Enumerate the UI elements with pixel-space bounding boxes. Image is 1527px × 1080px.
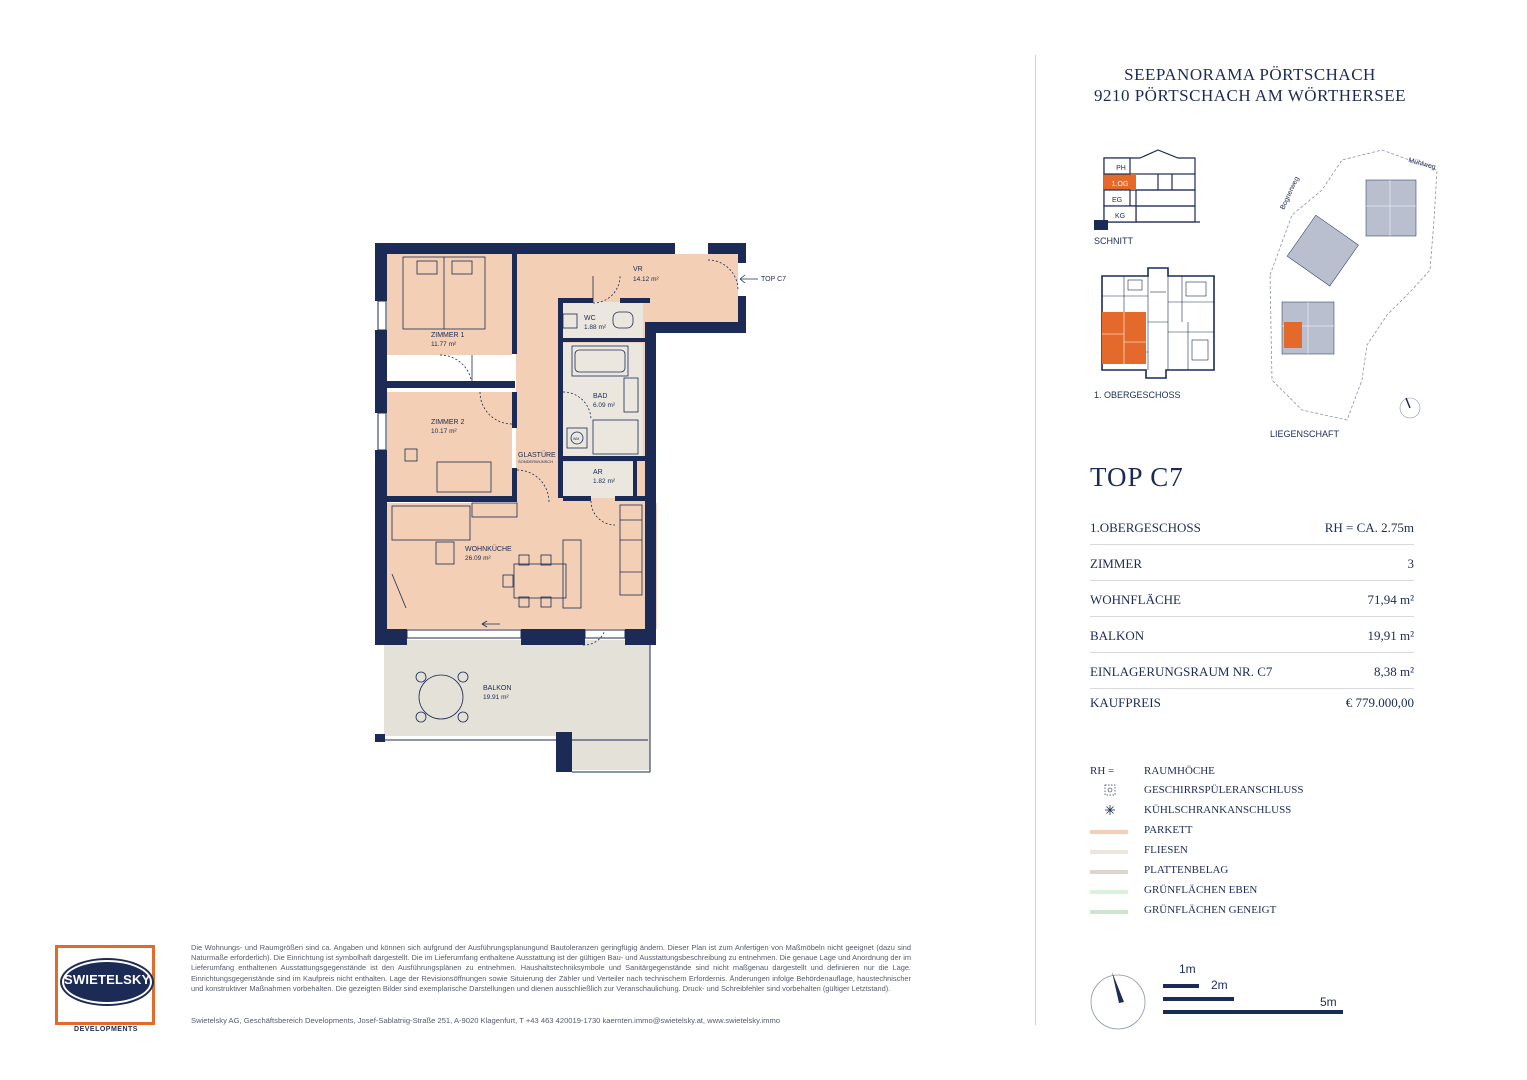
floorplan-label: 1. OBERGESCHOSS (1094, 390, 1181, 400)
info-row-storage (1090, 654, 1414, 689)
gruen-eben-swatch (1090, 890, 1128, 894)
info-value: 71,94 m² (1367, 592, 1414, 607)
info-key: EINLAGERUNGSRAUM NR. C7 (1090, 664, 1273, 679)
info-row-balcony (1090, 618, 1414, 653)
company-logo (55, 945, 155, 1025)
section-floor-ph: PH (1116, 165, 1126, 172)
info-row-price (1090, 685, 1414, 719)
section-floor-kg: KG (1114, 213, 1126, 220)
divider-line (1035, 55, 1036, 1025)
plattenbelag-swatch (1090, 870, 1128, 874)
north-arrow-icon (1088, 966, 1150, 1034)
info-key: ZIMMER (1090, 556, 1142, 571)
scale-label-2m: 2m (1211, 978, 1228, 992)
project-name: SEEPANORAMA PÖRTSCHACH (1124, 65, 1376, 84)
room-name-ar: AR (593, 469, 603, 476)
legend-label: PLATTENBELAG (1144, 864, 1229, 876)
fliesen-floor (563, 302, 643, 498)
legend-label: GRÜNFLÄCHEN GENEIGT (1144, 904, 1277, 916)
glass-door-note: SONDERWUNSCH (518, 459, 554, 464)
room-name-vr: VR (633, 266, 643, 273)
fridge-icon (1090, 804, 1130, 816)
section-label: SCHNITT (1094, 236, 1133, 246)
info-value: 8,38 m² (1373, 664, 1414, 679)
info-key: KAUFPREIS (1090, 695, 1161, 710)
gruen-geneigt-swatch (1090, 910, 1128, 914)
legend-label: GRÜNFLÄCHEN EBEN (1144, 884, 1258, 896)
logo-wordmark: SWIETELSKY (64, 972, 151, 987)
info-value: RH = CA. 2.75m (1324, 520, 1414, 535)
floorplan-thumbnail (1088, 262, 1228, 384)
scale-label-5m: 5m (1320, 995, 1337, 1009)
room-area-bad: 6.09 m² (593, 402, 616, 409)
info-value: 19,91 m² (1367, 628, 1414, 643)
fliesen-swatch (1090, 850, 1128, 854)
balcony-floor (384, 640, 650, 736)
street-muehlweg: Mühlweg (1407, 157, 1437, 172)
room-area-vr: 14.12 m² (633, 276, 659, 283)
washer-label: WM (573, 437, 580, 441)
logo-subline: DEVELOPMENTS (74, 1026, 138, 1033)
site-thumbnail (1262, 140, 1452, 430)
legend-symbol: RH = (1090, 765, 1115, 777)
room-area-balkon: 19.91 m² (483, 694, 509, 701)
legend-label: PARKETT (1144, 824, 1193, 836)
info-key: 1.OBERGESCHOSS (1090, 520, 1201, 535)
room-name-zimmer1: ZIMMER 1 (431, 332, 465, 339)
section-floor-1og: 1.OG (1111, 181, 1129, 188)
room-name-zimmer2: ZIMMER 2 (431, 419, 465, 426)
room-area-ar: 1.82 m² (593, 478, 616, 485)
disclaimer-text: Die Wohnungs- und Raumgrößen sind ca. Angaben und können sich aufgrund der Ausführungsplanungund Bautoleranzen geringfügig ändern. Dieser Plan ist zum Anfertigen von Maßmöbeln nicht geeignet (dazu sind Naturmaße erforderlich). Die Einrichtung ist symbolhaft dargestellt. Die im Lieferumfang enthaltene Ausstattung ist der gültigen Bau- und Ausstattungsbeschreibung zu entnehmen. Die genaue Lage und Anordnung der im Lieferumfang enthaltenen Ausstattungsgegenstände ist den Ausführungsplänen zu entnehmen. Haushaltstechniksymbole und Sanitärgegenstände sind nicht maßgenau dargestellt und definieren nur die Lage. Einrichtungsgegenstände sind im Kaufpreis nicht enthalten. Lage der Revisionsöffnungen sowie Situierung der Zähler und Verteiler nach technischem Erfordernis. Änderungen infolge Behördenauflage, haustechnischer und konstruktiver Maßnahmen vorbehalten. Die gezeigten Bilder sind exemplarische Darstellungen und dienen ausschließlich zur Veranschaulichung. Druck- und Schreibfehler sind vorbehalten (gültiger Letztstand). (191, 943, 911, 993)
room-name-wohnkueche: WOHNKÜCHE (465, 546, 512, 553)
legend-label: FLIESEN (1144, 844, 1188, 856)
legend-label: RAUMHÖCHE (1144, 765, 1215, 777)
floor-plan (0, 0, 800, 800)
dishwasher-icon (1090, 784, 1130, 796)
room-name-balkon: BALKON (483, 685, 512, 692)
room-area-zimmer1: 11.77 m² (431, 341, 457, 348)
entrance-label: TOP C7 (761, 276, 787, 283)
scale-label-1m: 1m (1179, 962, 1196, 976)
info-row-living-area (1090, 582, 1414, 617)
unit-title: TOP C7 (1090, 462, 1184, 492)
room-name-wc: WC (584, 315, 596, 322)
site-label: LIEGENSCHAFT (1270, 429, 1340, 439)
logo-oval (62, 960, 152, 1004)
legend-label: GESCHIRRSPÜLERANSCHLUSS (1144, 784, 1304, 796)
room-area-wohnkueche: 26.09 m² (465, 555, 491, 562)
room-name-bad: BAD (593, 393, 608, 400)
legend-label: KÜHLSCHRANKANSCHLUSS (1144, 804, 1292, 816)
glass-door-label: GLASTÜRE (518, 452, 556, 459)
info-key: WOHNFLÄCHE (1090, 592, 1181, 607)
room-area-wc: 1.88 m² (584, 324, 607, 331)
street-bognerweg: Bognerweg (1279, 175, 1301, 211)
project-address: 9210 PÖRTSCHACH AM WÖRTHERSEE (1093, 86, 1407, 105)
info-row-rooms (1090, 546, 1414, 581)
section-floor-eg: EG (1111, 197, 1123, 204)
room-area-zimmer2: 10.17 m² (431, 428, 457, 435)
info-key: BALKON (1090, 628, 1145, 643)
info-value: € 779.000,00 (1345, 695, 1414, 710)
info-value: 3 (1407, 556, 1414, 571)
parkett-swatch (1090, 830, 1128, 834)
info-row-floor (1090, 510, 1414, 545)
section-thumbnail (1090, 148, 1210, 230)
footer-address: Swietelsky AG, Geschäftsbereich Developments, Josef-Sablatnig-Straße 251, A-9020 Klagenfurt, T +43 463 420019-1730 kaernten.immo@swietelsky.at, www.swietelsky.immo (191, 1016, 780, 1025)
